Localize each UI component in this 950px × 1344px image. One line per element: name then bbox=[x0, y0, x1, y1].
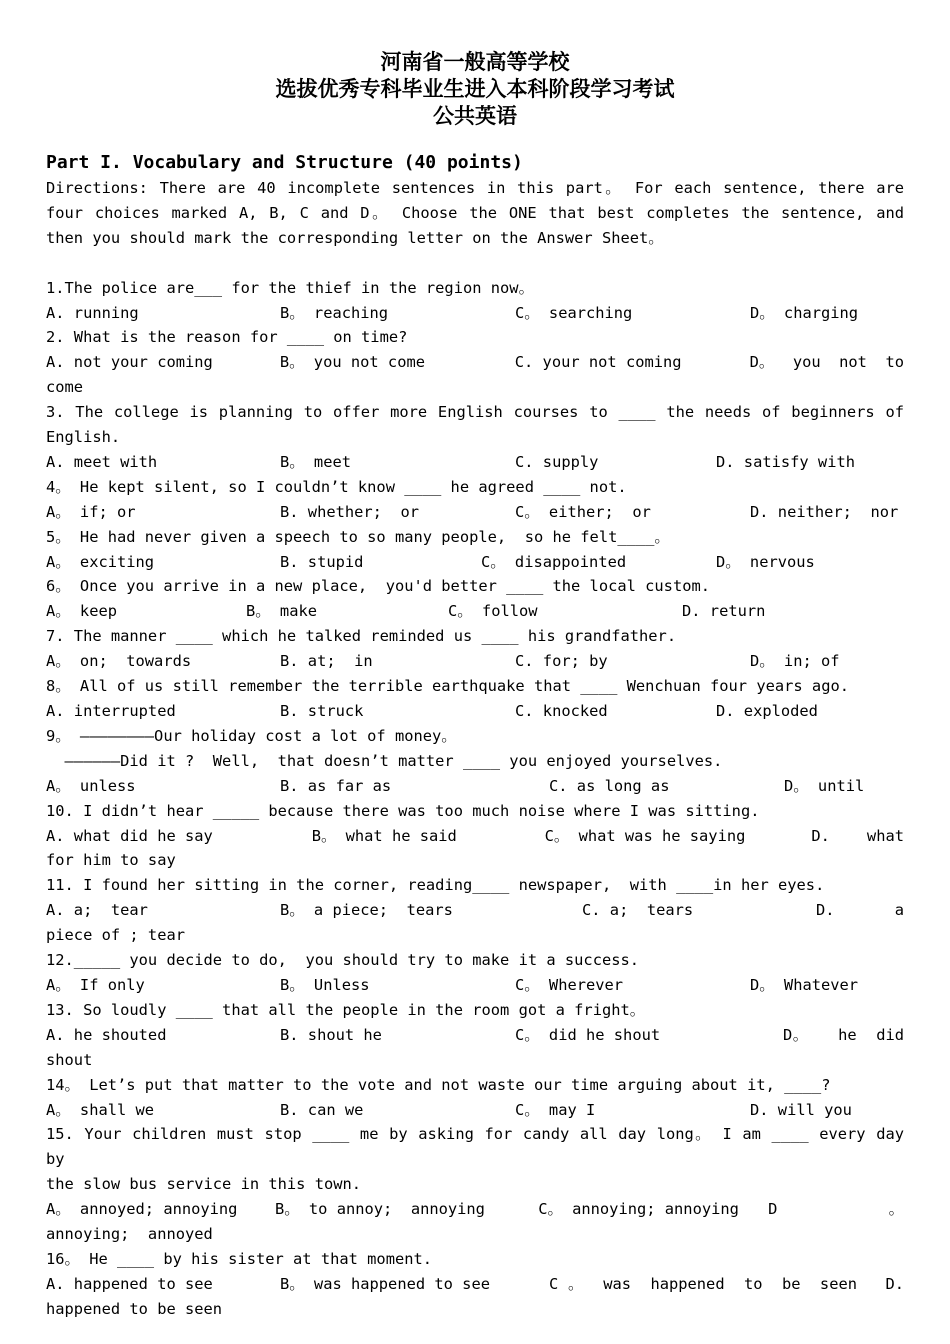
option-a[interactable]: A。 If only bbox=[46, 975, 145, 994]
option-d[interactable]: D. what bbox=[811, 826, 904, 845]
option-c[interactable]: C 。 was happened to be seen bbox=[549, 1274, 857, 1293]
option-b[interactable]: B. as far as bbox=[280, 776, 392, 795]
option-c[interactable]: C。 either; or bbox=[515, 502, 651, 521]
exam-title-province: 河南省一般高等学校 bbox=[380, 49, 570, 74]
option-c[interactable]: C. as long as bbox=[549, 776, 670, 795]
option-b[interactable]: B. struck bbox=[280, 702, 364, 721]
option-c[interactable]: C。 follow bbox=[448, 602, 538, 621]
option-c[interactable]: C。 did he shout bbox=[515, 1025, 661, 1044]
option-a[interactable]: A. running bbox=[46, 303, 139, 322]
option-b[interactable]: B。 reaching bbox=[280, 303, 389, 322]
option-a[interactable]: A. he shouted bbox=[46, 1025, 167, 1044]
option-b[interactable]: B。 a piece; tears bbox=[280, 901, 453, 920]
option-d[interactable]: D. exploded bbox=[716, 702, 818, 721]
option-d[interactable]: D。 you not to bbox=[749, 353, 905, 372]
option-d[interactable]: D 。 bbox=[768, 1200, 904, 1219]
option-d[interactable]: D. neither; nor bbox=[750, 502, 899, 521]
option-b[interactable]: B。 was happened to see bbox=[280, 1274, 490, 1293]
option-d[interactable]: D。 he did bbox=[783, 1025, 904, 1044]
option-d[interactable]: D。 charging bbox=[750, 303, 859, 322]
question-10-stem: 10. I didn’t hear _____ because there was too much noise where I was sitting. bbox=[46, 801, 760, 820]
option-a[interactable]: A. meet with bbox=[46, 452, 158, 471]
question-5-options bbox=[46, 550, 904, 575]
exam-title-main: 选拔优秀专科毕业生进入本科阶段学习考试 bbox=[275, 76, 675, 101]
option-b[interactable]: B. shout he bbox=[280, 1025, 382, 1044]
question-16-options bbox=[46, 1272, 904, 1297]
option-b[interactable]: B。 to annoy; annoying bbox=[274, 1200, 485, 1219]
exam-header bbox=[46, 48, 904, 129]
option-d-continued: come bbox=[46, 378, 84, 397]
question-15-stem-continued: the slow bus service in this town. bbox=[46, 1175, 362, 1194]
option-c[interactable]: C。 what was he saying bbox=[544, 826, 746, 845]
option-a[interactable]: A. a; tear bbox=[46, 901, 148, 920]
option-b[interactable]: B。 what he said bbox=[311, 826, 457, 845]
question-12-stem: 12._____ you decide to do, you should try to make it a success. bbox=[46, 951, 640, 970]
question-3-options bbox=[46, 450, 904, 475]
question-14-stem: 14。 Let’s put that matter to the vote and not waste our time arguing about it, ____? bbox=[46, 1075, 831, 1094]
option-d[interactable]: D。 nervous bbox=[716, 552, 815, 571]
option-a[interactable]: A. happened to see bbox=[46, 1274, 213, 1293]
question-9-stem: 9。 ————————Our holiday cost a lot of money。 bbox=[46, 726, 457, 745]
question-15-options bbox=[46, 1197, 904, 1222]
option-c[interactable]: C. a; tears bbox=[582, 901, 694, 920]
question-4-stem: 4。 He kept silent, so I couldn’t know ____ he agreed ____ not. bbox=[46, 477, 627, 496]
question-11-stem: 11. I found her sitting in the corner, reading____ newspaper, with ____in her eyes. bbox=[46, 876, 825, 895]
option-b[interactable]: B。 Unless bbox=[280, 975, 370, 994]
option-a[interactable]: A. not your coming bbox=[46, 353, 213, 372]
option-b[interactable]: B. at; in bbox=[280, 652, 373, 671]
option-a[interactable]: A. what did he say bbox=[46, 826, 213, 845]
question-3-stem-continued: English. bbox=[46, 428, 121, 447]
option-d-continued: annoying; annoyed bbox=[46, 1225, 213, 1244]
option-a[interactable]: A。 unless bbox=[46, 776, 136, 795]
question-14-options bbox=[46, 1098, 904, 1123]
option-d[interactable]: D. will you bbox=[750, 1100, 852, 1119]
question-4-options bbox=[46, 500, 904, 525]
option-d[interactable]: D. return bbox=[682, 602, 766, 621]
question-11-options bbox=[46, 898, 904, 923]
question-6-options bbox=[46, 599, 904, 624]
question-15-stem: 15. Your children must stop ____ me by asking for candy all day long。 I am ____ every day by bbox=[46, 1125, 904, 1169]
option-c[interactable]: C。 searching bbox=[515, 303, 633, 322]
option-b[interactable]: B。 meet bbox=[280, 452, 351, 471]
question-13-options bbox=[46, 1023, 904, 1048]
question-10-options bbox=[46, 824, 904, 849]
option-c[interactable]: C。 disappointed bbox=[481, 552, 627, 571]
option-d[interactable]: D. satisfy with bbox=[716, 452, 855, 471]
question-9-stem-reply: ——————Did it ? Well, that doesn’t matter ____ you enjoyed yourselves. bbox=[46, 751, 723, 770]
question-7-stem: 7. The manner ____ which he talked reminded us ____ his grandfather. bbox=[46, 627, 677, 646]
option-d[interactable]: D。 Whatever bbox=[750, 975, 859, 994]
option-a[interactable]: A。 on; towards bbox=[46, 652, 192, 671]
option-d[interactable]: D。 in; of bbox=[750, 652, 840, 671]
option-b[interactable]: B. whether; or bbox=[280, 502, 419, 521]
option-b[interactable]: B。 make bbox=[246, 602, 317, 621]
option-d-continued: happened to be seen bbox=[46, 1299, 223, 1318]
question-1-stem: 1.The police are___ for the thief in the region now。 bbox=[46, 278, 534, 297]
option-d-continued: for him to say bbox=[46, 851, 176, 870]
question-12-options bbox=[46, 973, 904, 998]
option-a[interactable]: A。 keep bbox=[46, 602, 117, 621]
option-c[interactable]: C. your not coming bbox=[514, 353, 682, 372]
option-c[interactable]: C. for; by bbox=[515, 652, 608, 671]
option-b[interactable]: B. stupid bbox=[280, 552, 364, 571]
question-16-stem: 16。 He ____ by his sister at that moment. bbox=[46, 1249, 433, 1268]
part1-heading: Part I. Vocabulary and Structure (40 points) bbox=[46, 152, 523, 173]
option-c[interactable]: C. knocked bbox=[515, 702, 608, 721]
question-3-stem: 3. The college is planning to offer more English courses to ____ the needs of beginners of bbox=[46, 403, 904, 422]
question-6-stem: 6。 Once you arrive in a new place, you'd better ____ the local custom. bbox=[46, 577, 711, 596]
question-7-options bbox=[46, 649, 904, 674]
question-1-options bbox=[46, 301, 904, 326]
blank-line bbox=[46, 251, 904, 276]
option-d[interactable]: D. a bbox=[816, 901, 904, 920]
option-b[interactable]: B. can we bbox=[280, 1100, 364, 1119]
option-d-continued: shout bbox=[46, 1050, 93, 1069]
option-c[interactable]: C。 may I bbox=[515, 1100, 596, 1119]
exam-page bbox=[46, 48, 904, 1322]
part1-directions: Directions: There are 40 incomplete sentences in this part。 For each sentence, there are four choices marked A, B, C and D。 Choose the ONE that best completes the sentence, and then you should mark the corresponding letter on the Answer Sheet。 bbox=[46, 179, 904, 247]
option-d[interactable]: D。 until bbox=[784, 776, 865, 795]
option-a[interactable]: A。 exciting bbox=[46, 552, 155, 571]
exam-subject: 公共英语 bbox=[433, 103, 517, 128]
question-13-stem: 13. So loudly ____ that all the people in the room got a fright。 bbox=[46, 1000, 646, 1019]
option-c[interactable]: C. supply bbox=[515, 452, 599, 471]
option-a[interactable]: A。 if; or bbox=[46, 502, 136, 521]
question-9-options bbox=[46, 774, 904, 799]
option-a[interactable]: A。 annoyed; annoying bbox=[46, 1200, 238, 1219]
question-2-options bbox=[46, 350, 904, 375]
option-d-continued: piece of ; tear bbox=[46, 926, 185, 945]
question-5-stem: 5。 He had never given a speech to so many people, so he felt____。 bbox=[46, 527, 670, 546]
option-c[interactable]: C。 annoying; annoying bbox=[538, 1200, 739, 1219]
option-c[interactable]: C。 Wherever bbox=[515, 975, 624, 994]
question-8-stem: 8。 All of us still remember the terrible earthquake that ____ Wenchuan four years ago. bbox=[46, 677, 849, 696]
question-2-stem: 2. What is the reason for ____ on time? bbox=[46, 328, 408, 347]
question-8-options bbox=[46, 699, 904, 724]
option-b[interactable]: B。 you not come bbox=[279, 353, 425, 372]
option-a[interactable]: A。 shall we bbox=[46, 1100, 155, 1119]
option-d[interactable]: D. bbox=[885, 1274, 904, 1293]
option-a[interactable]: A. interrupted bbox=[46, 702, 176, 721]
